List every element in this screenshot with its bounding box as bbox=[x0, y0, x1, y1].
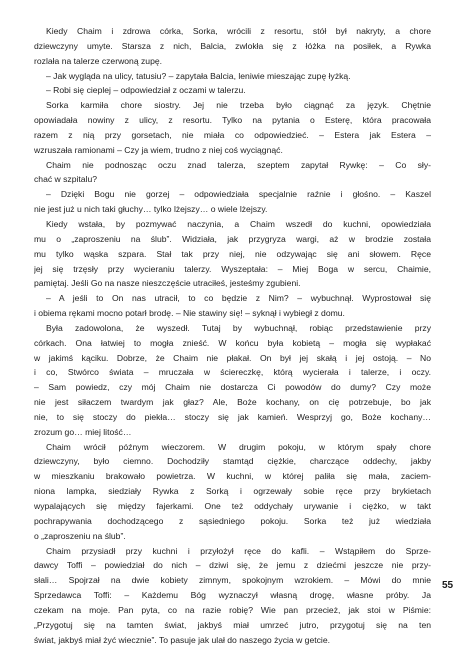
text-line: o „zaproszeniu na ślub”. bbox=[34, 530, 126, 541]
text-line: razem z nią przy gorsetach, nie miała co odpowiedzieć. – Estera jak Estera – bbox=[34, 129, 431, 140]
text-line: Sorka karmiła chore siostry. Jej nie trzeba było ciągnąć za język. Chętnie bbox=[46, 100, 431, 111]
text-line: niona lampka, siedziały Rywka z Sorką i ogrzewały sobie ręce przy brykietach bbox=[34, 486, 431, 497]
text-line: pochrapywania dochodzącego z sąsiedniego pokoju. Sorka też już wiedziała bbox=[34, 515, 431, 526]
text-line: – Jak wygląda na ulicy, tatusiu? – zapytała Balcia, leniwie mieszając zupę łyżką. bbox=[46, 70, 351, 81]
text-line: „Przygotuj się na tamten świat, jakbyś miał umrzeć jutro, przygotuj się na ten bbox=[34, 619, 431, 630]
text-line: – Sam powiedz, czy mój Chaim nie dostarcza Ci powodów do dumy? Czy może bbox=[34, 382, 431, 393]
text-line: Chaim wrócił późnym wieczorem. W drugim pokoju, w którym spały chore bbox=[46, 441, 431, 452]
text-line: zrozum go… miej litość… bbox=[34, 426, 132, 437]
text-line: chać w szpitalu? bbox=[34, 174, 98, 185]
text-line: Chaim nie podnosząc oczu znad talerza, szeptem zapytał Rywkę: – Co sły- bbox=[46, 159, 431, 170]
text-line: – Dzięki Bogu nie gorzej – odpowiedziała specjalnie raźnie i głośno. – Kaszel bbox=[46, 189, 431, 200]
text-line: rozlała na talerze czerwoną zupę. bbox=[34, 55, 163, 66]
text-line: – A jeśli to On nas utracił, to co będzie z Nim? – wybuchnął. Wyprostował się bbox=[46, 293, 431, 304]
text-line: Kiedy Chaim i zdrowa córka, Sorka, wrócili z resortu, stół był nakryty, a chore bbox=[46, 26, 431, 36]
text-line: wypalających się między fajerkami. One też oddychały urywanie i ciężko, w takt bbox=[34, 501, 431, 511]
text-line: jej się trzęsły przy wycieraniu talerzy. Wyszeptała: – Miej Boga w sercu, Chaimie, bbox=[34, 263, 431, 274]
text-line: opowiadała nowiny z ulicy, z resortu. Tylko na pytania o Esterę, która pracowała bbox=[34, 115, 431, 126]
text-line: – Robi się cieplej – odpowiedział z oczami w talerzu. bbox=[46, 85, 246, 96]
text-line: dziewczyny, było ciemno. Dochodziły stamtąd ciężkie, charczące oddechy, jakby bbox=[34, 456, 431, 467]
text-line: Była zadowolona, że wyszedł. Tutaj by wybuchnął, robiąc przedstawienie przy bbox=[46, 322, 431, 333]
text-line: pamiętaj. Jeśli Go na nasze nieszczęście utraciłeś, jesteśmy zgubieni. bbox=[34, 278, 301, 289]
body-text bbox=[34, 24, 431, 647]
text-line: dawcy Toffi – powiedział do nich – dziwi się, że jemu z dziećmi jeszcze nie przy- bbox=[34, 560, 431, 571]
text-line: Sprzedawca Toffi: – Każdemu Bóg wyznaczył własną drogę, własne próby. Ja bbox=[34, 590, 431, 601]
text-line: córkach. Ona łatwiej to mogła znieść. W końcu była kobietą – mogła się wypłakać bbox=[34, 337, 431, 348]
text-line: Kiedy wstała, by pozmywać naczynia, a Chaim wszedł do kuchni, opowiedziała bbox=[46, 218, 431, 229]
text-line: słali… Spojrzał na dwie kobiety zimnym, spokojnym wzrokiem. – Mówi do mnie bbox=[34, 575, 431, 586]
text-line: nie jest już u nich taki głuchy… tylko lżejszy… o wiele lżejszy. bbox=[34, 204, 268, 215]
text-line: Chaim przysiadł przy kuchni i przyłożył ręce do kafli. – Wstąpiłem do Sprze- bbox=[46, 545, 431, 556]
text-line: nie jest siłaczem twardym jak głaz? Ale, Boże kochany, on cię potrzebuje, bo jak bbox=[34, 397, 431, 408]
page-number: 55 bbox=[442, 580, 454, 591]
text-line: czekam na moje. Pan pyta, co na razie robię? Wie pan przecież, jak stoi w Piśmie: bbox=[34, 604, 431, 615]
text-line: mu o „zaproszeniu na ślub”. Widziała, jak przygryza wargi, aż w brodzie została bbox=[34, 233, 431, 244]
text-line: i obiema rękami mocno potarł brodę. – Nie stawiny się! – syknął i wybiegł z domu. bbox=[34, 308, 345, 319]
text-line: świat, jakbyś miał żyć wiecznie”. To pasuje jak ulał do naszego życia w getcie. bbox=[34, 634, 330, 645]
text-line: nie, to się stoczy do piekła… stoczy się jak kamień. Wesprzyj go, Boże kochany… bbox=[34, 411, 431, 422]
text-line: dziewczyny umyte. Starsza z nich, Balcia, zwlokła się z łóżka na posiłek, a Rywka bbox=[34, 40, 431, 51]
text-line: w mieszkaniu brakowało powietrza. W kuchni, w której paliła się mała, zaciem- bbox=[34, 471, 431, 482]
text-line: w jakimś kąciku. Dobrze, że Chaim nie płakał. On był jej skałą i jej ostoją. – No bbox=[34, 352, 431, 363]
text-line: mu tylko wąska szpara. Stał tak przy niej, nie odzywając się ani słowem. Ręce bbox=[34, 248, 431, 259]
text-line: i co, Stwórco świata – mruczała w ściereczkę, którą wycierała i talerze, i oczy. bbox=[34, 367, 431, 378]
text-line: wzruszała ramionami – Czy ja wiem, trudno z niej coś wyciągnąć. bbox=[34, 144, 283, 155]
